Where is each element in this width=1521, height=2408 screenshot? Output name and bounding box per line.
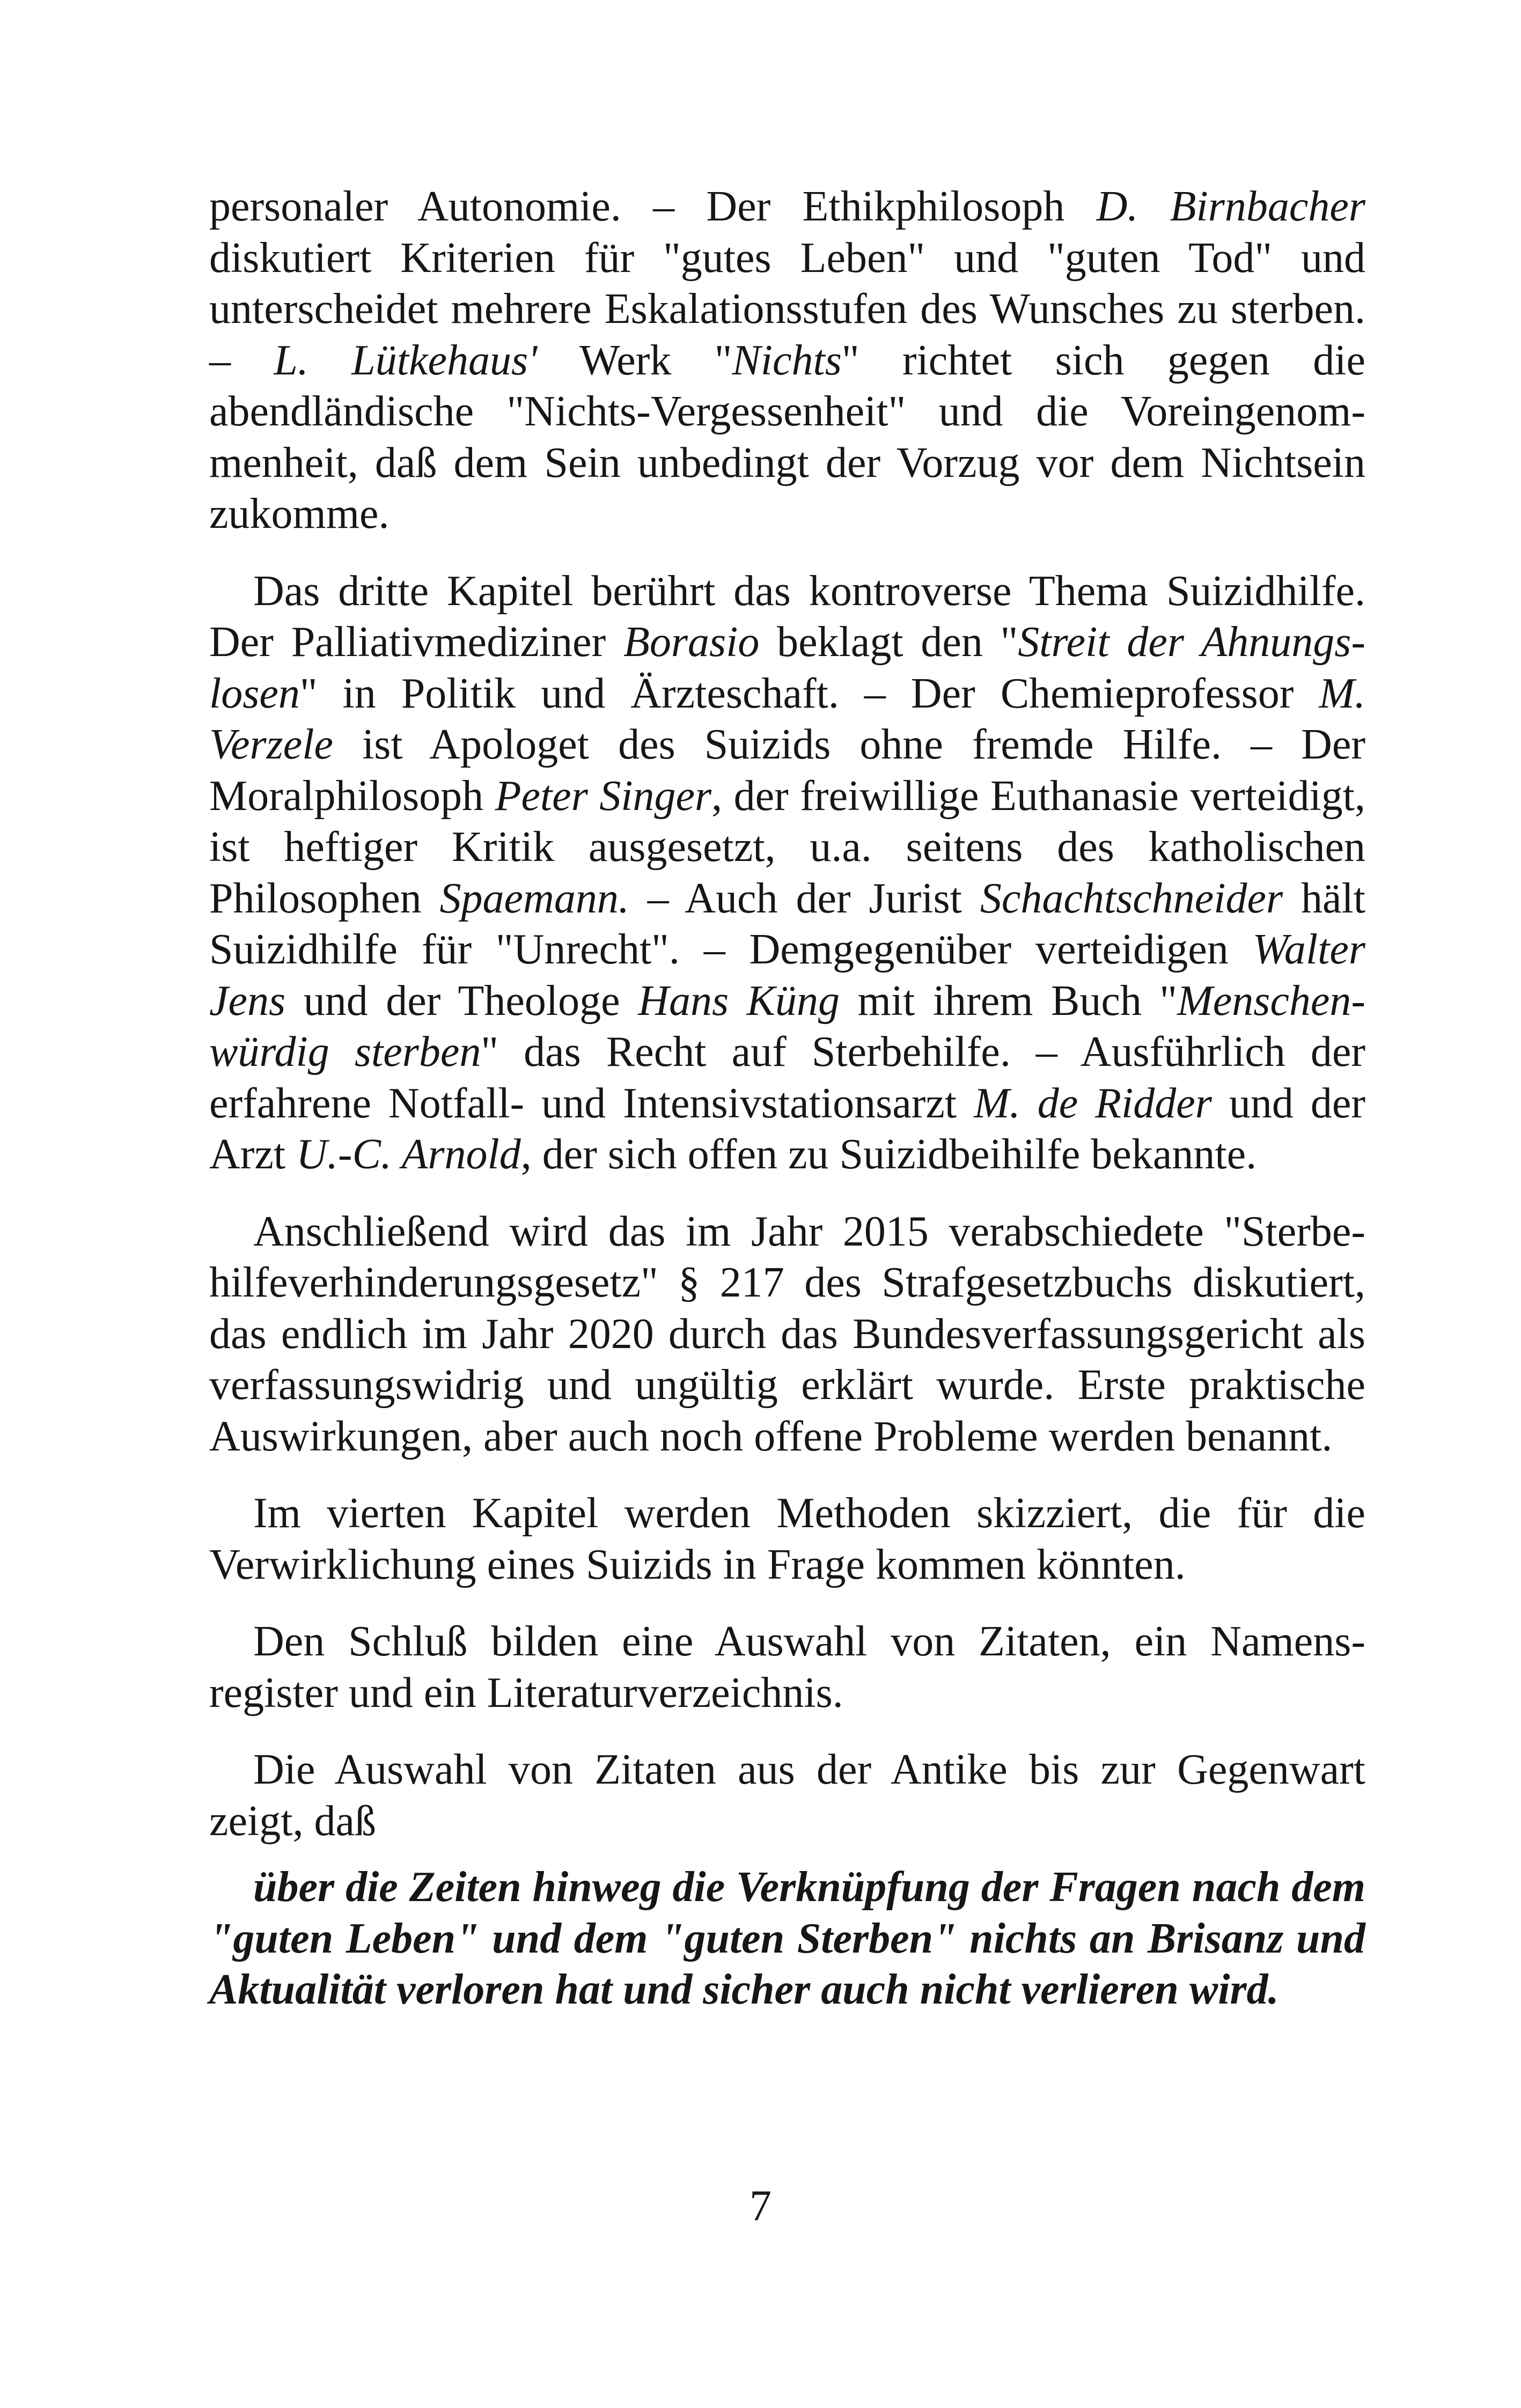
text-run: " das Recht auf Sterbehilfe. – Ausführlich der erfahrene Notfall- und Intensivstationsarzt — [209, 1028, 1366, 1127]
text-run: ist Apologet des Suizids ohne fremde Hilfe. – Der Moralphilosoph — [209, 721, 1365, 820]
text-run: Anschließend wird das im Jahr 2015 verabschiedete "Sterbehilfeverhinderungsgesetz" § 217 des Strafgesetzbuchs diskutiert, das endlich im Jahr 2020 durch das Bundesverfassungsgericht als verfassungswidrig und ungültig erklärt wurde. Erste praktische Auswirkungen, aber auch noch offene Probleme werden benannt. — [209, 1207, 1365, 1460]
italic-term: Walter Jens — [209, 926, 1365, 1025]
italic-term: Peter Singer — [495, 772, 712, 820]
italic-term: Hans Küng — [638, 977, 840, 1025]
text-run: " in Politik und Ärzteschaft. – Der Chemieprofessor — [299, 669, 1319, 717]
italic-term: Nichts — [732, 336, 842, 384]
text-run: – Auch der Jurist — [629, 874, 980, 922]
paragraph-suizidhilfe — [209, 566, 1365, 1181]
paragraph-autonomie — [209, 181, 1365, 540]
italic-term: U.-C. Arnold — [296, 1131, 521, 1178]
text-run: und der Arzt — [209, 1079, 1365, 1178]
text-run: mit ihrem Buch " — [840, 977, 1178, 1025]
text-run: Die Auswahl von Zitaten aus der Antike bis zur Gegenwart zeigt, daß — [209, 1746, 1365, 1845]
paragraph-emphasis-quote — [209, 1862, 1365, 2016]
italic-term: Streit der Ahnungslosen — [209, 618, 1365, 717]
text-run: und der Theologe — [285, 977, 638, 1025]
italic-term: M. de Ridder — [974, 1079, 1212, 1127]
text-run: , der sich offen zu Suizidbeihilfe bekannte. — [520, 1131, 1257, 1178]
text-run: Im vierten Kapitel werden Methoden skizziert, die für die Verwirklichung eines Suizids in Frage kommen könnten. — [209, 1490, 1365, 1588]
italic-term: Menschenwürdig sterben — [209, 977, 1366, 1076]
text-run: hält Suizidhilfe für "Unrecht". – Demgegenüber verteidigen — [209, 874, 1366, 973]
italic-term: Spaemann. — [439, 874, 629, 922]
text-run: personaler Autonomie. – Der Ethikphilosoph — [209, 183, 1097, 230]
paragraph-zitate-intro — [209, 1744, 1365, 1847]
text-run: Den Schluß bilden eine Auswahl von Zitaten, ein Namensregister und ein Literaturverzeichnis. — [209, 1618, 1365, 1717]
paragraph-schluss — [209, 1616, 1365, 1719]
text-run: , der freiwillige Euthanasie verteidigt, ist heftiger Kritik ausgesetzt, u.a. seitens des katholischen Philosophen — [209, 772, 1365, 922]
page-body — [209, 181, 1365, 2042]
paragraph-strafgesetzbuch — [209, 1206, 1365, 1463]
italic-term: L. Lütkehaus' — [274, 336, 538, 384]
text-run: über die Zeiten hinweg die Verknüpfung der Fragen nach dem "guten Leben" und dem "guten Sterben" nichts an Brisanz und Aktualität verloren hat und sicher auch nicht verlieren wird. — [209, 1864, 1365, 2013]
text-run: diskutiert Kriterien für "gutes Leben" und "guten Tod" und unterscheidet mehrere Eskalationsstufen des Wunsches zu sterben. – — [209, 234, 1365, 384]
italic-term: D. Birnbacher — [1096, 183, 1365, 230]
paragraph-methoden — [209, 1488, 1365, 1590]
italic-term: Borasio — [623, 618, 760, 666]
text-run: Das dritte Kapitel berührt das kontroverse Thema Suizidhilfe. Der Palliativmediziner — [209, 567, 1365, 666]
page-number: 7 — [750, 2181, 771, 2230]
italic-term: Schachtschneider — [980, 874, 1283, 922]
text-run: Werk " — [537, 336, 732, 384]
text-run: " richtet sich gegen die abendländische "Nichts-Vergessenheit" und die Voreingenommenheit, daß dem Sein unbedingt der Vorzug vor dem Nichtsein zukomme. — [209, 336, 1365, 537]
text-run: beklagt den " — [759, 618, 1018, 666]
italic-term: M. Verzele — [209, 669, 1365, 768]
